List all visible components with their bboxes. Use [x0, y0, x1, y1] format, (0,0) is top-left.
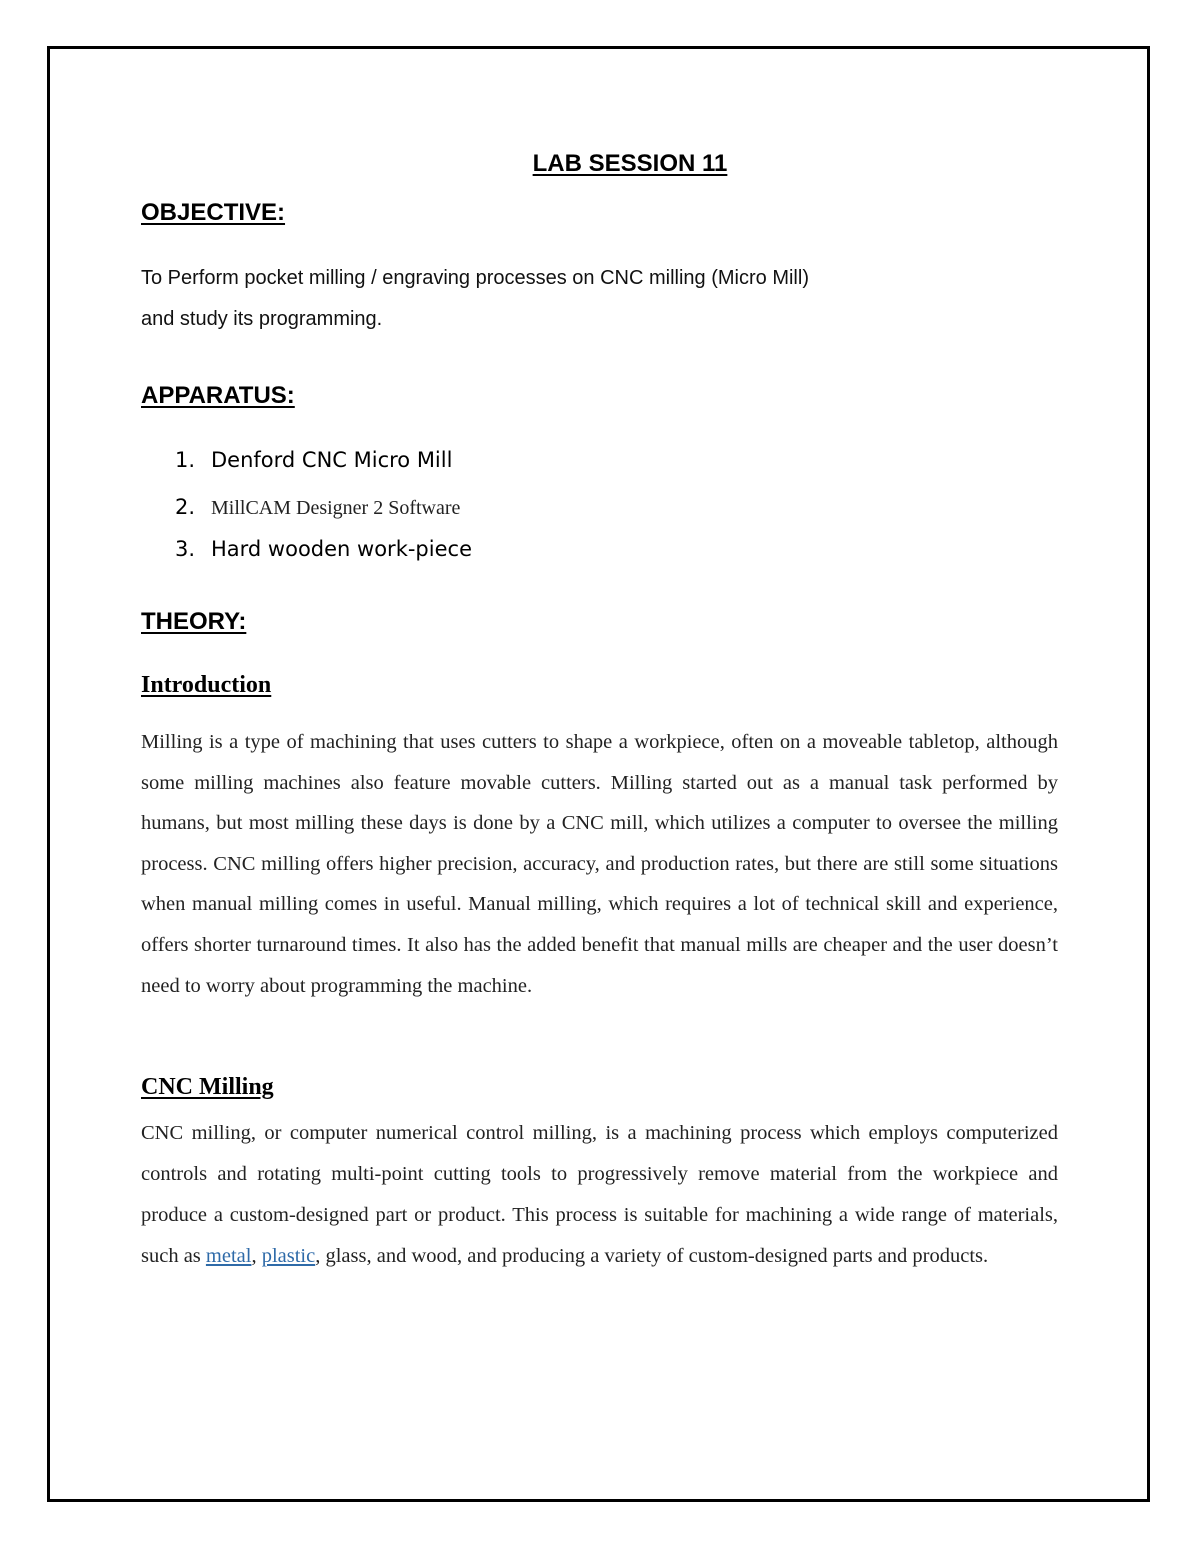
objective-heading: OBJECTIVE:	[141, 199, 286, 226]
apparatus-item	[175, 537, 472, 561]
document-title	[0, 150, 1200, 178]
apparatus-item	[175, 448, 452, 472]
list-number: 3.	[175, 537, 196, 561]
apparatus-item-text: Denford CNC Micro Mill	[211, 448, 453, 472]
cnc-milling-paragraph	[141, 1113, 1058, 1277]
list-number: 1.	[175, 448, 196, 472]
apparatus-item-text: Hard wooden work-piece	[211, 537, 472, 561]
apparatus-item-text: MillCAM Designer 2 Software	[211, 497, 461, 519]
objective-line-1: To Perform pocket milling / engraving processes on CNC milling (Micro Mill)	[141, 267, 809, 289]
metal-link[interactable]: metal	[205, 1245, 252, 1267]
cnc-milling-text-end: , glass, and wood, and producing a variety of custom-designed parts and products.	[315, 1245, 989, 1267]
plastic-link[interactable]: plastic	[261, 1245, 316, 1267]
introduction-paragraph: Milling is a type of machining that uses cutters to shape a workpiece, often on a moveable tabletop, although some milling machines also feature movable cutters. Milling started out as a manual task performed by humans, but most milling these days is done by a CNC mill, which utilizes a computer to oversee the milling process. CNC milling offers higher precision, accuracy, and production rates, but there are still some situations when manual milling comes in useful. Manual milling, which requires a lot of technical skill and experience, offers shorter turnaround times. It also has the added benefit that manual mills are cheaper and the user doesn’t need to worry about programming the machine.	[141, 731, 1058, 997]
document-title-text: LAB SESSION 11	[532, 150, 728, 177]
objective-line-2: and study its programming.	[141, 308, 383, 330]
cnc-milling-heading: CNC Milling	[141, 1074, 274, 1100]
introduction-heading: Introduction	[141, 672, 272, 698]
cnc-milling-text-start: CNC milling, or computer numerical control milling, is a machining process which employs computerized controls and rotating multi-point cutting tools to progressively remove material from the workpiece and produce a custom-designed part or product. This process is suitable for machining a wide range of materials, such as	[141, 1122, 1058, 1267]
list-number: 2.	[175, 495, 196, 519]
link-separator: ,	[251, 1245, 262, 1267]
apparatus-heading: APPARATUS:	[141, 382, 295, 409]
theory-heading: THEORY:	[141, 608, 247, 635]
apparatus-item	[175, 495, 460, 520]
